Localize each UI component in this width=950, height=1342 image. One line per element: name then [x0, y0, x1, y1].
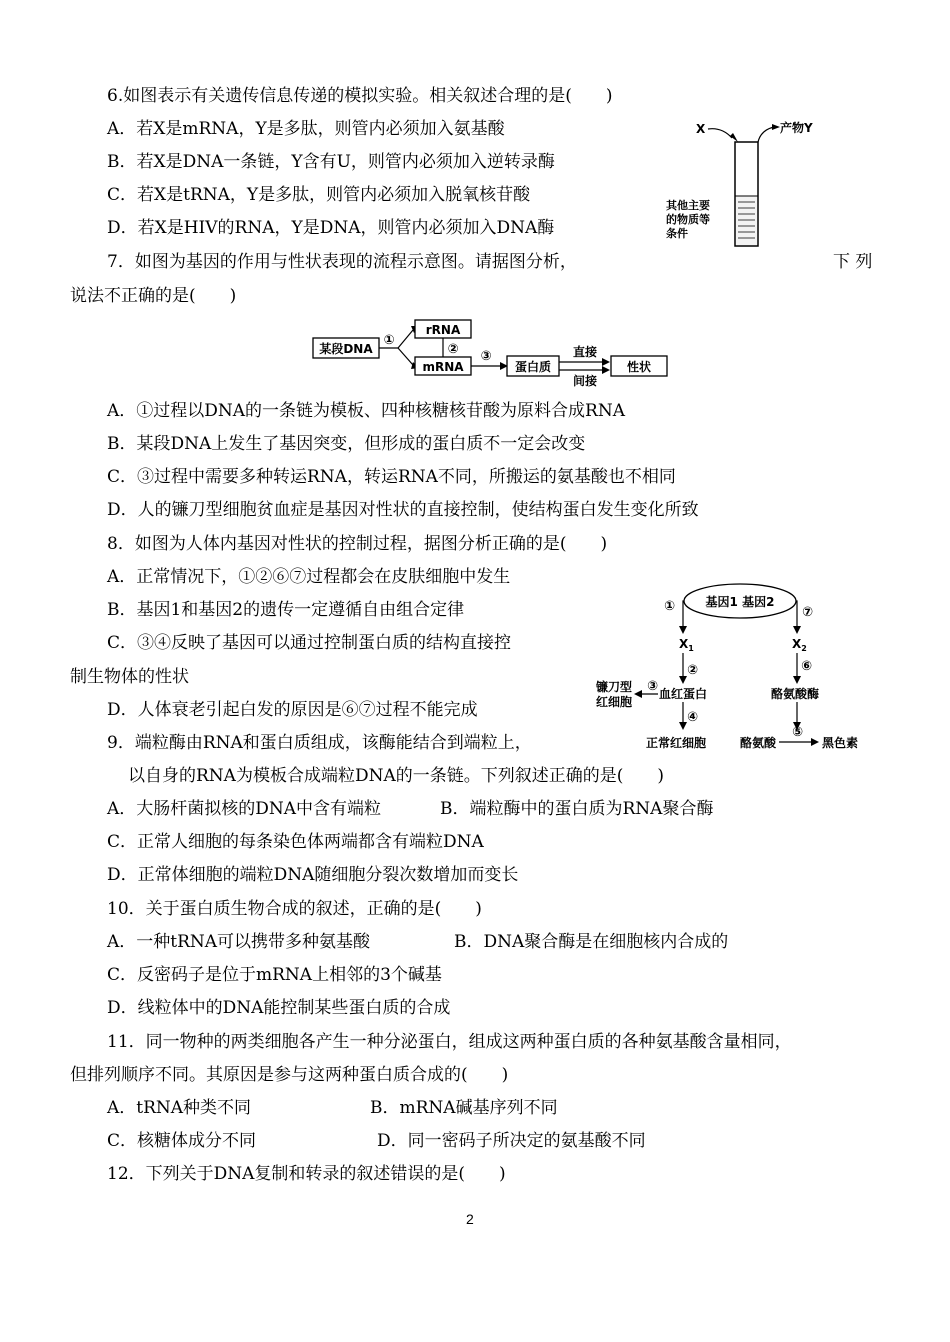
q7-step2-label: ② [447, 342, 459, 357]
q8-x2: $X_2$ [792, 637, 807, 653]
q8-option-d: D．人体衰老引起白发的原因是⑥⑦过程不能完成 [107, 700, 478, 720]
q8-step6-label: ⑥ [801, 659, 813, 674]
q7-gene-flow-figure [310, 316, 675, 388]
q8-stem: 8．如图为人体内基因对性状的控制过程，据图分析正确的是( ) [107, 534, 608, 554]
q11-option-d: D．同一密码子所决定的氨基酸不同 [377, 1131, 646, 1151]
q9-option-a: A．大肠杆菌拟核的DNA中含有端粒 [107, 799, 382, 819]
q10-option-d: D．线粒体中的DNA能控制某些蛋白质的合成 [107, 998, 451, 1018]
q10-option-b: B．DNA聚合酶是在细胞核内合成的 [454, 932, 729, 952]
q6-x-label: X [696, 122, 706, 136]
q8-step7-label: ⑦ [802, 605, 814, 620]
q7-indirect-label: 间接 [572, 374, 598, 388]
q7-step3-label: ③ [480, 349, 492, 364]
q8-step5-label: ⑤ [792, 725, 804, 740]
q7-protein-text: 蛋白质 [514, 360, 552, 374]
q7-option-c: C．③过程中需要多种转运RNA，转运RNA不同，所搬运的氨基酸也不相同 [107, 467, 676, 487]
q7-trait-text: 性状 [626, 360, 652, 374]
q6-option-c: C．若X是tRNA，Y是多肽，则管内必须加入脱氧核苷酸 [107, 185, 531, 205]
q7-option-a: A．①过程以DNA的一条链为模板、四种核糖核苷酸为原料合成RNA [107, 401, 626, 421]
q6-option-d: D．若X是HIV的RNA，Y是DNA，则管内必须加入DNA酶 [107, 218, 555, 238]
q8-option-a: A．正常情况下，①②⑥⑦过程都会在皮肤细胞中发生 [107, 567, 511, 587]
q8-sickle-line2: 红细胞 [596, 695, 633, 709]
q6-condition-line1: 其他主要 [666, 199, 710, 212]
q7-rrna-text: rRNA [425, 323, 461, 337]
q8-option-c-line1: C．③④反映了基因可以通过控制蛋白质的结构直接控 [107, 633, 512, 653]
q6-stem: 6.如图表示有关遗传信息传递的模拟实验。相关叙述合理的是( ) [107, 86, 613, 106]
q8-option-b: B．基因1和基因2的遗传一定遵循自由组合定律 [107, 600, 465, 620]
q8-tyrosine: 酪氨酸 [740, 736, 777, 750]
q8-tyrosinase: 酪氨酸酶 [771, 687, 820, 701]
q6-product-label: 产物Y [780, 121, 813, 135]
q7-mrna-text: mRNA [422, 360, 464, 374]
q8-hemoglobin: 血红蛋白 [659, 687, 708, 701]
q8-step3-label: ③ [647, 679, 659, 694]
q8-sickle-line1: 镰刀型 [596, 680, 633, 694]
q9-stem-line1: 9．端粒酶由RNA和蛋白质组成，该酶能结合到端粒上， [107, 733, 532, 753]
q8-normal-rbc: 正常红细胞 [646, 736, 707, 750]
q11-option-c: C．核糖体成分不同 [107, 1131, 257, 1151]
q12-stem: 12．下列关于DNA复制和转录的叙述错误的是( ) [107, 1164, 506, 1184]
q7-stem-line2: 说法不正确的是( ) [70, 286, 237, 306]
q8-melanin: 黑色素 [822, 736, 859, 750]
q7-step1-label: ① [383, 333, 395, 348]
q8-option-c-line2: 制生物体的性状 [70, 667, 189, 687]
q10-option-c: C．反密码子是位于mRNA上相邻的3个碱基 [107, 965, 442, 985]
q8-gene-control-figure [590, 578, 880, 758]
q7-dna-text: 某段DNA [319, 342, 373, 356]
q6-test-tube-figure [660, 112, 850, 254]
q11-option-b: B．mRNA碱基序列不同 [370, 1098, 558, 1118]
q7-stem-tail: 下 列 [833, 252, 873, 272]
q11-option-a: A．tRNA种类不同 [107, 1098, 252, 1118]
q8-step2-label: ② [687, 663, 699, 678]
q9-stem-line2: 以自身的RNA为模板合成端粒DNA的一条链。下列叙述正确的是( ) [128, 766, 664, 786]
q9-option-c: C．正常人细胞的每条染色体两端都含有端粒DNA [107, 832, 484, 852]
q7-stem-line1: 7．如图为基因的作用与性状表现的流程示意图。请据图分析， [107, 252, 577, 272]
q11-stem-line2: 但排列顺序不同。其原因是参与这两种蛋白质合成的( ) [70, 1065, 509, 1085]
q7-option-d: D．人的镰刀型细胞贫血症是基因对性状的直接控制，使结构蛋白发生变化所致 [107, 500, 699, 520]
q9-option-b: B．端粒酶中的蛋白质为RNA聚合酶 [440, 799, 714, 819]
q6-condition-line3: 条件 [666, 227, 688, 240]
q8-step4-label: ④ [687, 710, 699, 725]
q7-direct-label: 直接 [572, 345, 598, 359]
q7-option-b: B．某段DNA上发生了基因突变，但形成的蛋白质不一定会改变 [107, 434, 586, 454]
q11-stem-line1: 11．同一物种的两类细胞各产生一种分泌蛋白，组成这两种蛋白质的各种氨基酸含量相同， [107, 1032, 792, 1052]
page-number: 2 [466, 1211, 474, 1227]
q6-condition-line2: 的物质等 [666, 213, 710, 226]
q8-step1-label: ① [664, 599, 676, 614]
q8-genes-text: 基因1 基因2 [705, 595, 775, 609]
q6-option-a: A．若X是mRNA，Y是多肽，则管内必须加入氨基酸 [107, 119, 505, 139]
q6-option-b: B．若X是DNA一条链，Y含有U，则管内必须加入逆转录酶 [107, 152, 555, 172]
q9-option-d: D．正常体细胞的端粒DNA随细胞分裂次数增加而变长 [107, 865, 519, 885]
q10-stem: 10．关于蛋白质生物合成的叙述，正确的是( ) [107, 899, 482, 919]
q8-x1: $X_1$ [679, 637, 694, 653]
q10-option-a: A．一种tRNA可以携带多种氨基酸 [107, 932, 371, 952]
